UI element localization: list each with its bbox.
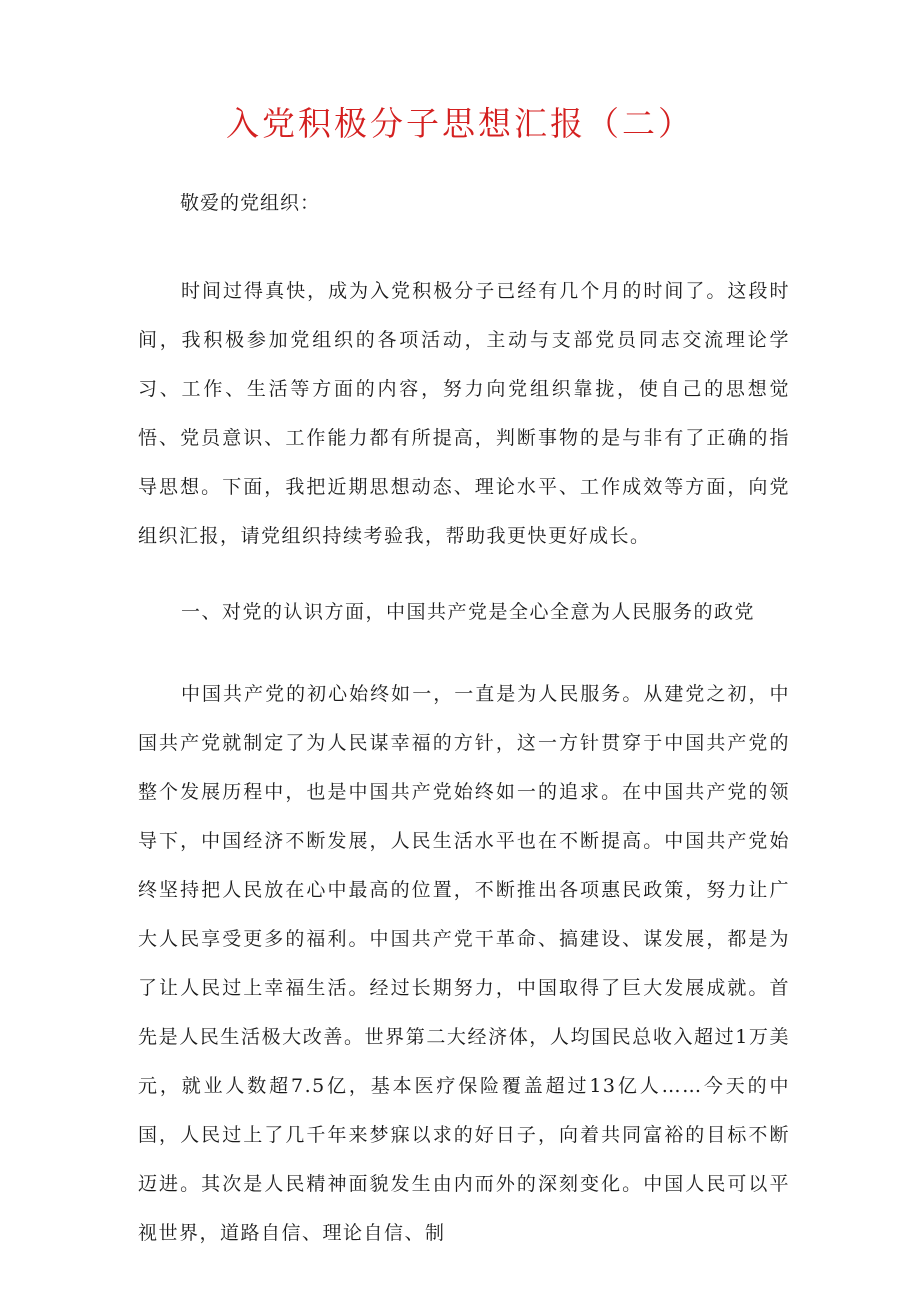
paragraph-intro: 时间过得真快，成为入党积极分子已经有几个月的时间了。这段时间，我积极参加党组织的各项活动，主动与支部党员同志交流理论学习、工作、生活等方面的内容，努力向党组织靠拢，使自己的思想觉悟、党员意识、工作能力都有所提高，判断事物的是与非有了正确的指导思想。下面，我把近期思想动态、理论水平、工作成效等方面，向党组织汇报，请党组织持续考验我，帮助我更快更好成长。 xyxy=(138,280,790,547)
salutation: 敬爱的党组织： xyxy=(180,192,321,214)
paragraph-party-understanding: 中国共产党的初心始终如一，一直是为人民服务。从建党之初，中国共产党就制定了为人民谋幸福的方针，这一方针贯穿于中国共产党的整个发展历程中，也是中国共产党始终如一的追求。在中国共产党的领导下，中国经济不断发展，人民生活水平也在不断提高。中国共产党始终坚持把人民放在心中最高的位置，不断推出各项惠民政策，努力让广大人民享受更多的福利。中国共产党干革命、搞建设、谋发展，都是为了让人民过上幸福生活。经过长期努力，中国取得了巨大发展成就。首先是人民生活极大改善。世界第二大经济体，人均国民总收入超过1万美元，就业人数超7.5亿，基本医疗保险覆盖超过13亿人……今天的中国，人民过上了几千年来梦寐以求的好日子，向着共同富裕的目标不断迈进。其次是人民精神面貌发生由内而外的深刻变化。中国人民可以平视世界，道路自信、理论自信、制 xyxy=(138,683,790,1244)
document-title: 入党积极分子思想汇报（二） xyxy=(226,104,694,143)
section-heading: 一、对党的认识方面，中国共产党是全心全意为人民服务的政党 xyxy=(181,601,756,623)
